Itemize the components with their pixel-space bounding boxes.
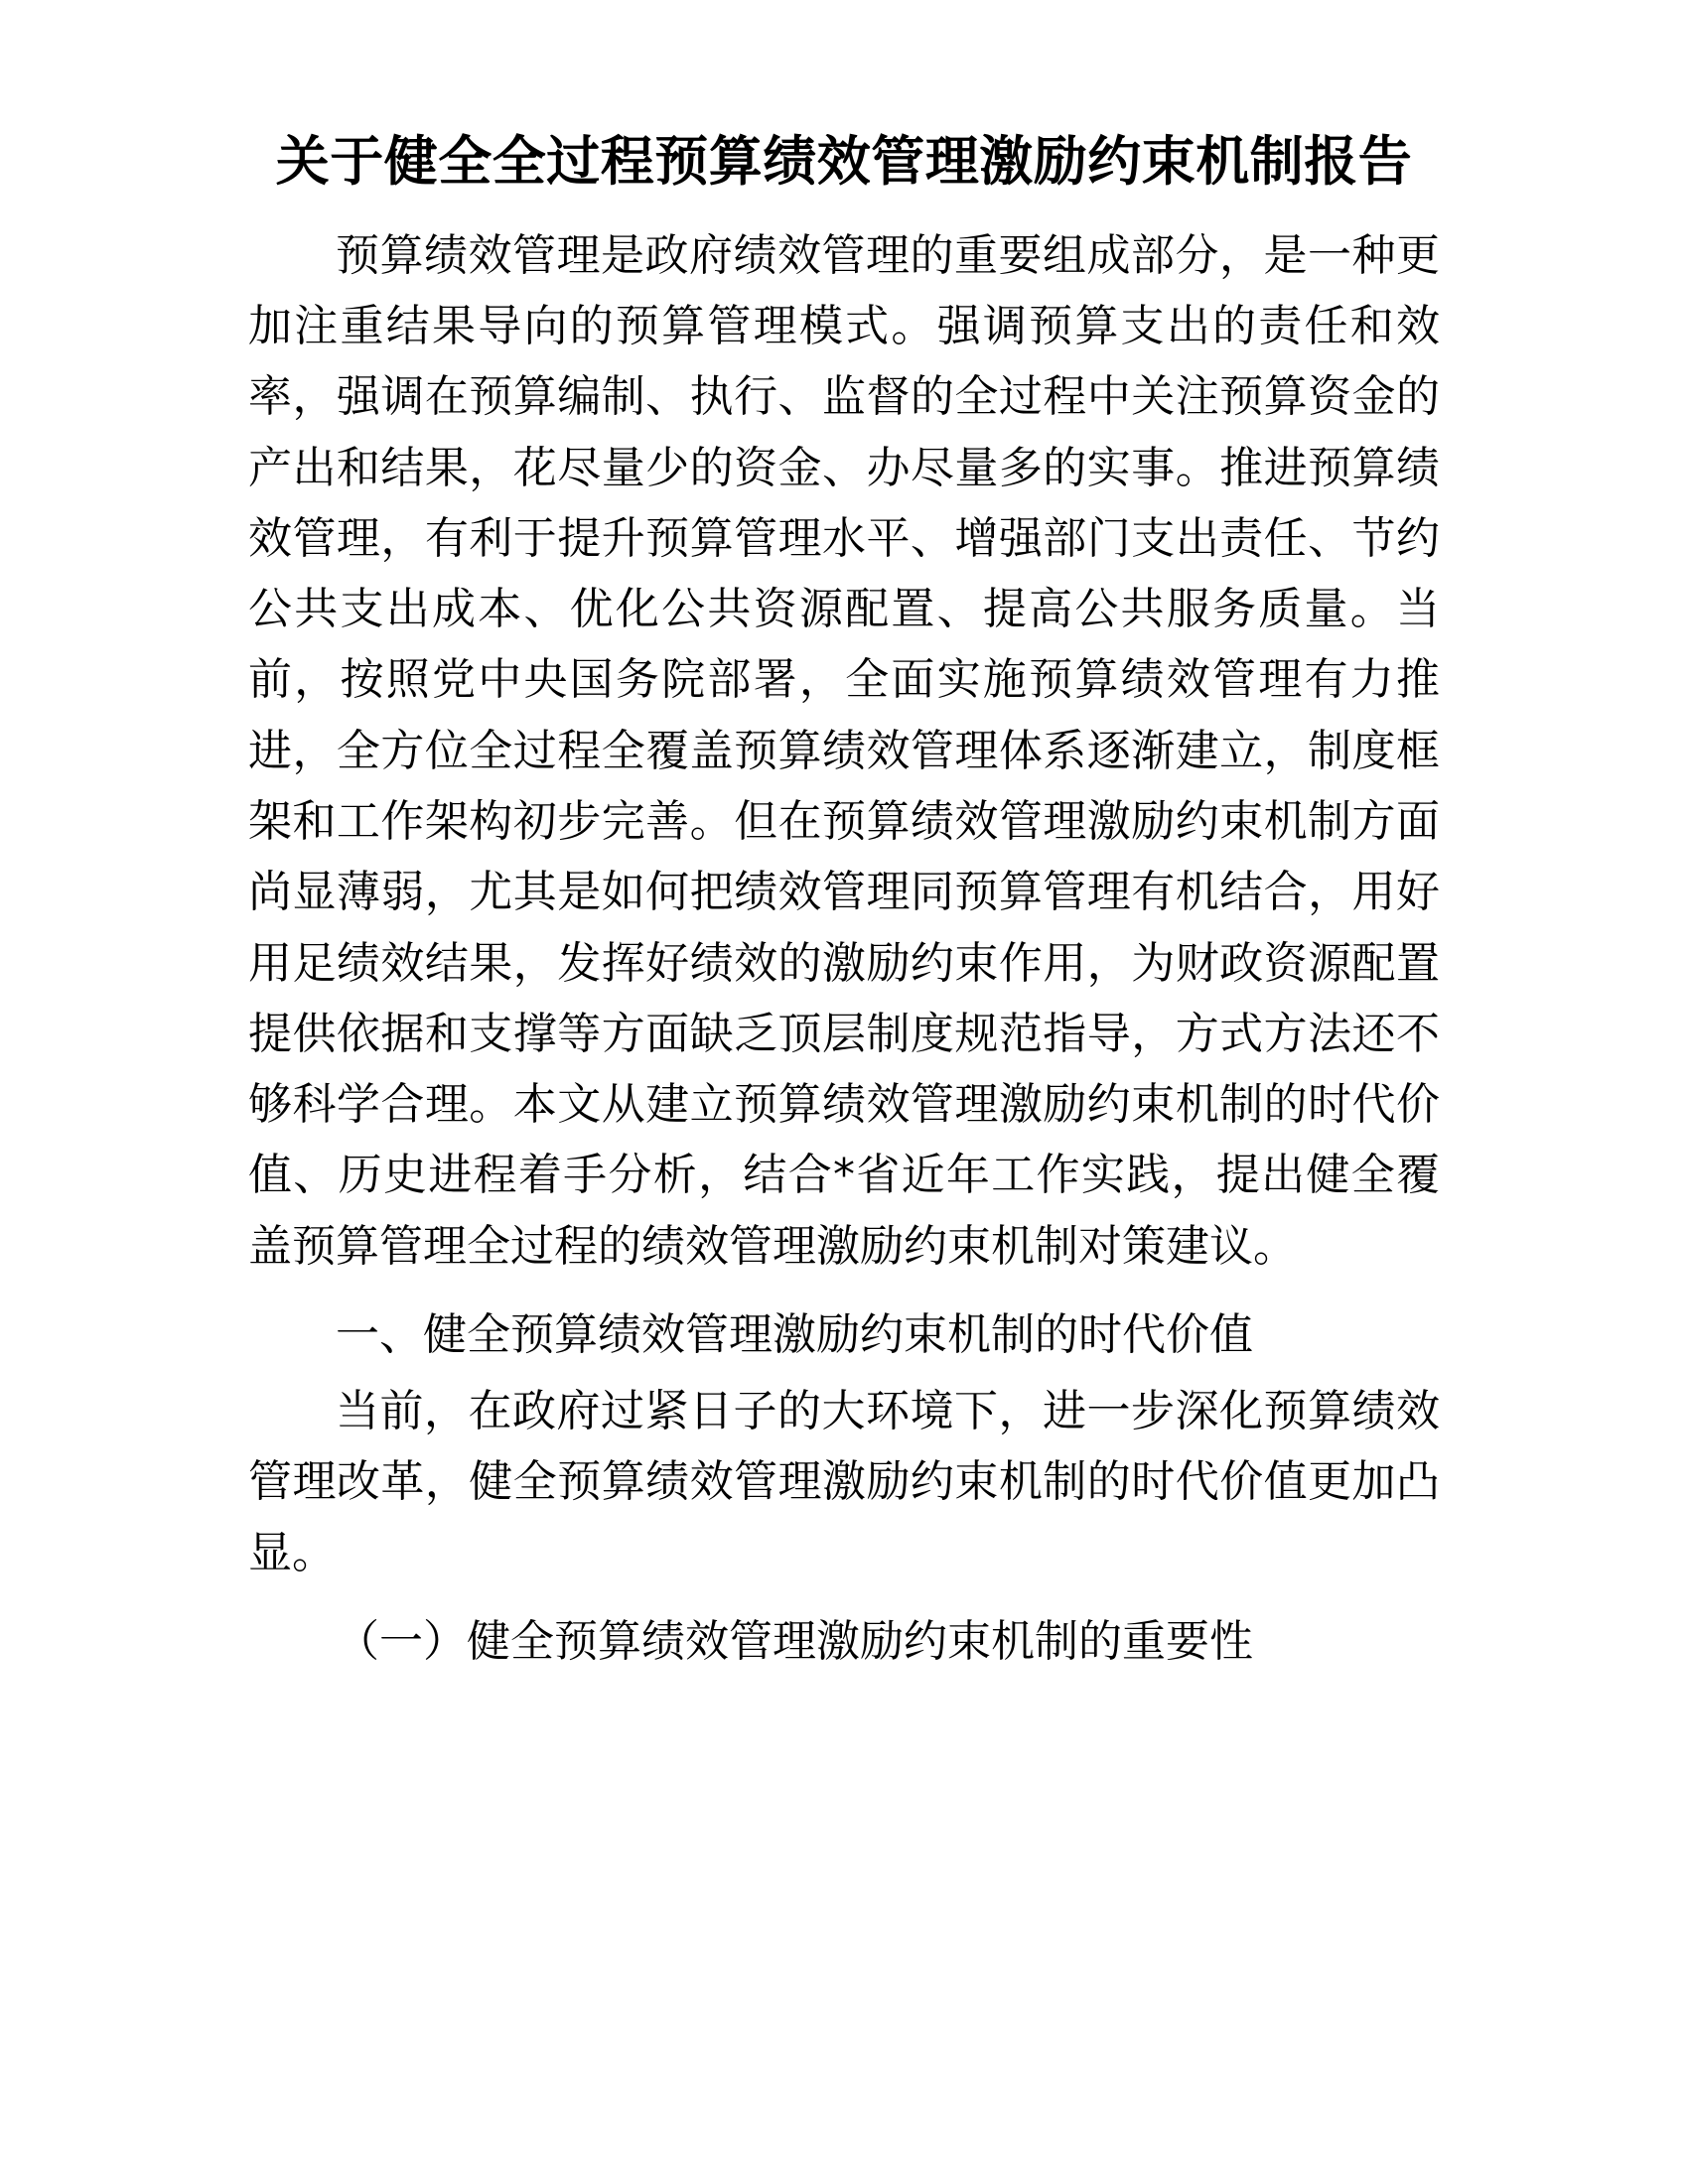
page-bottom-spacer	[248, 1683, 1440, 1802]
section-one-paragraph: 当前，在政府过紧日子的大环境下，进一步深化预算绩效管理改革，健全预算绩效管理激励约束机制的时代价值更加凸显。	[248, 1386, 1440, 1578]
subsection-heading-one: （一）健全预算绩效管理激励约束机制的重要性	[336, 1615, 1253, 1667]
page-title: 关于健全全过程预算绩效管理激励约束机制报告	[275, 130, 1413, 193]
intro-paragraph: 预算绩效管理是政府绩效管理的重要组成部分，是一种更加注重结果导向的预算管理模式。强调预算支出的责任和效率，强调在预算编制、执行、监督的全过程中关注预算资金的产出和结果，花尽量少的资金、办尽量多的实事。推进预算绩效管理，有利于提升预算管理水平、增强部门支出责任、节约公共支出成本、优化公共资源配置、提高公共服务质量。当前，按照党中央国务院部署，全面实施预算绩效管理有力推进，全方位全过程全覆盖预算绩效管理体系逐渐建立，制度框架和工作架构初步完善。但在预算绩效管理激励约束机制方面尚显薄弱，尤其是如何把绩效管理同预算管理有机结合，用好用足绩效结果，发挥好绩效的激励约束作用，为财政资源配置提供依据和支撑等方面缺乏顶层制度规范指导，方式方法还不够科学合理。本文从建立预算绩效管理激励约束机制的时代价值、历史进程着手分析，结合*省近年工作实践，提出健全覆盖预算管理全过程的绩效管理激励约束机制对策建议。	[248, 229, 1440, 1272]
section-heading-one: 一、健全预算绩效管理激励约束机制的时代价值	[336, 1308, 1253, 1360]
